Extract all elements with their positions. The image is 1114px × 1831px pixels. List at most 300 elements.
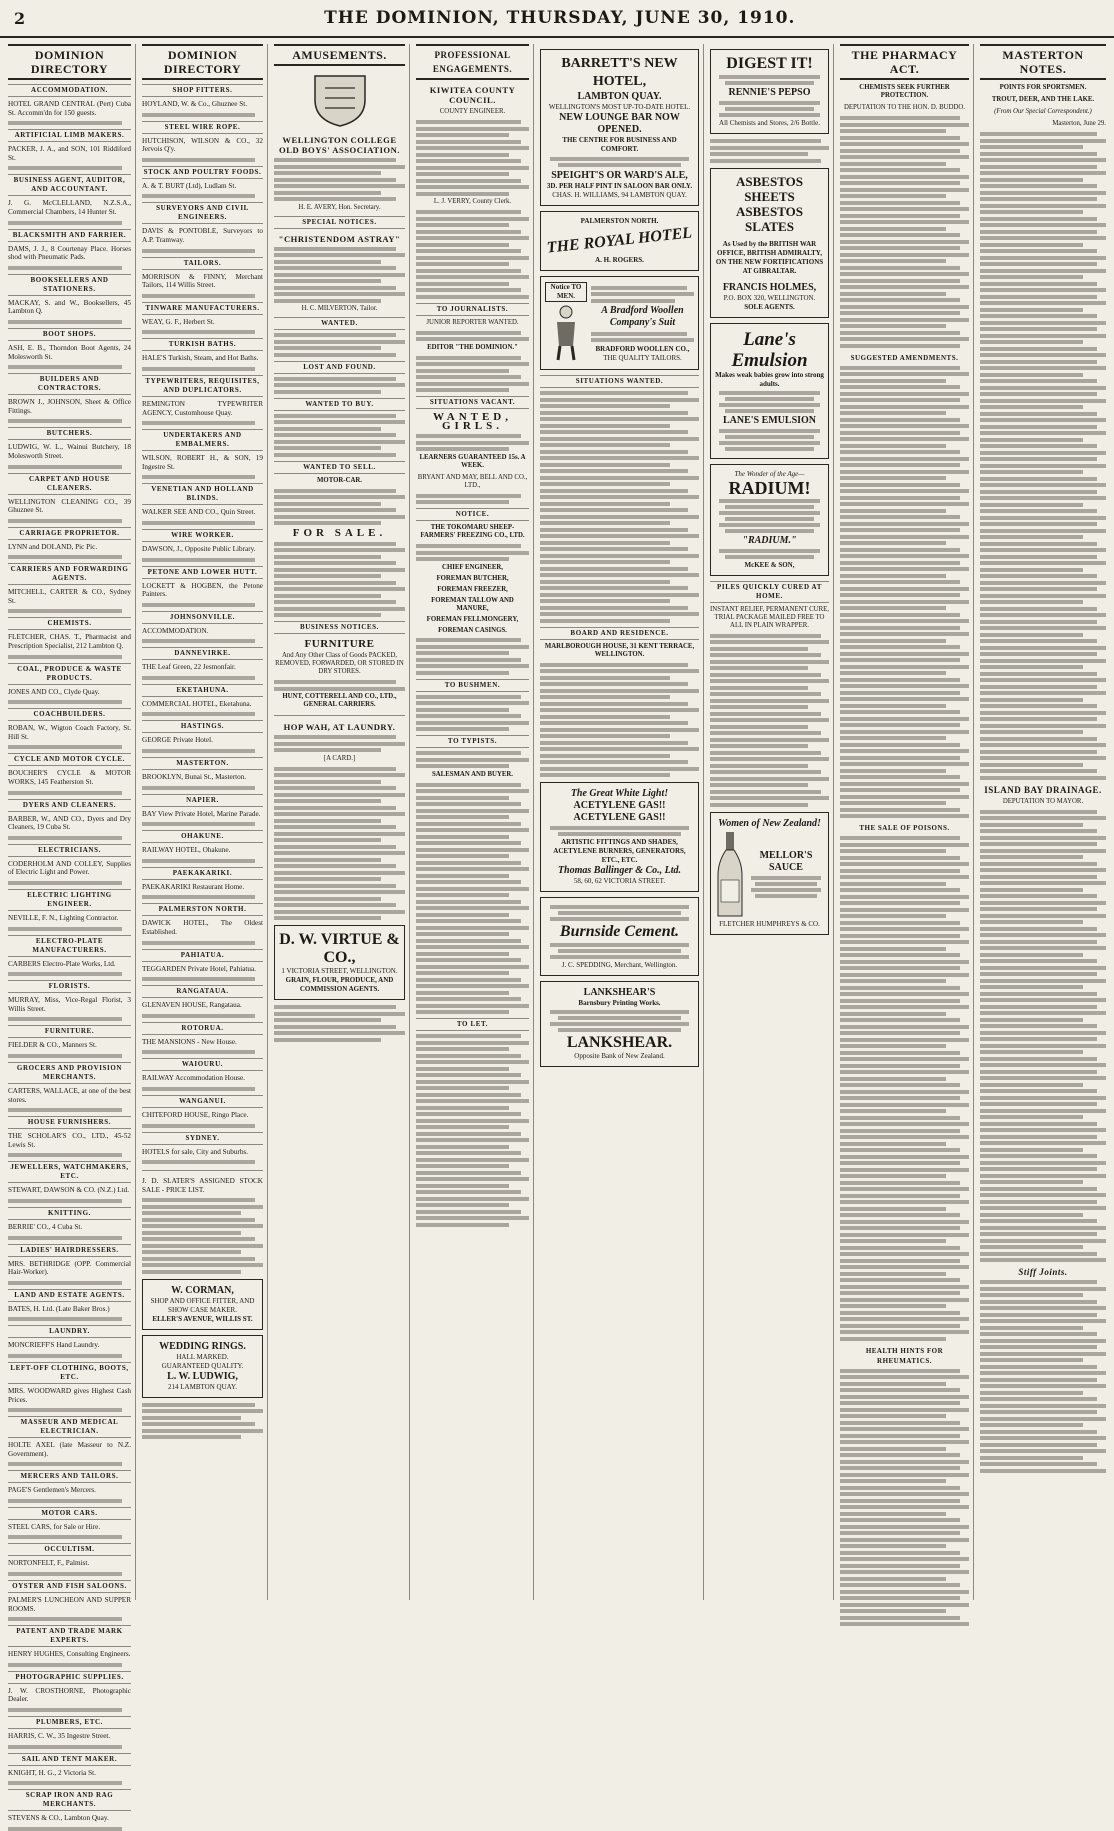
barretts-sign: CHAS. H. WILLIAMS, 94 LAMBTON QUAY. (552, 190, 687, 199)
text-line (840, 1388, 960, 1392)
directory-section-title: OYSTER AND FISH SALOONS. (8, 1580, 131, 1593)
text-line (142, 367, 255, 371)
masterton-dateline: Masterton, June 29. (1052, 120, 1106, 127)
directory-entry: MURRAY, Miss, Vice-Regal Florist, 3 Willis Street. (8, 996, 131, 1013)
text-line (840, 372, 969, 376)
text-line (980, 444, 1097, 448)
masthead (0, 0, 1114, 38)
text-line (980, 607, 1097, 611)
text-line (840, 1544, 946, 1548)
text-line (840, 600, 969, 604)
text-line (980, 555, 1097, 559)
text-line (980, 1365, 1097, 1369)
text-line (840, 658, 960, 662)
text-line (980, 1200, 1097, 1204)
text-line (840, 1213, 960, 1217)
text-line (980, 1050, 1083, 1054)
text-line (840, 901, 960, 905)
directory-entry: RAILWAY Accommodation House. (142, 1074, 245, 1083)
text-line (142, 977, 255, 981)
wanted-buy-heading: WANTED TO BUY. (274, 398, 405, 411)
text-line (840, 366, 960, 370)
text-line (8, 1745, 122, 1749)
text-line (980, 503, 1083, 507)
text-line (142, 421, 255, 425)
text-line (840, 1447, 946, 1451)
text-line (980, 998, 1106, 1002)
directory-entry: PAEKAKARIKI Restaurant Home. (142, 882, 245, 891)
column-directory-1 (4, 44, 136, 1823)
text-line (840, 1317, 969, 1321)
directory-heading: DOMINION DIRECTORY (8, 44, 131, 80)
text-line (840, 645, 960, 649)
text-line (8, 1617, 122, 1621)
text-line (980, 438, 1083, 442)
text-line (980, 979, 1106, 983)
text-line (980, 334, 1106, 338)
text-line (980, 223, 1106, 227)
text-line (980, 282, 1097, 286)
text-line (980, 894, 1097, 898)
text-line (840, 1252, 969, 1256)
text-line (980, 275, 1083, 279)
text-line (142, 786, 255, 790)
text-line (980, 1044, 1106, 1048)
amusements-heading: AMUSEMENTS. (274, 44, 405, 66)
text-line (840, 227, 946, 231)
text-line (8, 1236, 122, 1240)
text-line (980, 1076, 1106, 1080)
directory-entry: MITCHELL, CARTER & CO., Sydney St. (8, 588, 131, 605)
text-line (8, 221, 122, 225)
text-line (840, 201, 960, 205)
text-line (142, 941, 255, 945)
text-line (8, 1408, 122, 1412)
directory-entry: DAMS, J. J., 8 Courtenay Place. Horses shod with Pneumatic Pads. (8, 244, 131, 262)
wedding-rings-name: L. W. LUDWIG, (167, 1370, 238, 1382)
mellors-title: MELLOR'S SAUCE (759, 849, 813, 873)
text-line (980, 548, 1106, 552)
directory-entry: NORTONFELT, F., Palmist. (8, 1559, 90, 1568)
text-line (980, 652, 1097, 656)
position-item: FOREMAN CASINGS. (438, 627, 507, 635)
radium-sign: McKEE & SON, (744, 560, 795, 569)
text-line (980, 946, 1106, 950)
text-line (840, 1499, 960, 1503)
directory-section-title: PAEKAKARIKI. (142, 867, 263, 880)
directory-section-title: EKETAHUNA. (142, 684, 263, 697)
text-line (980, 724, 1106, 728)
royal-place: PALMERSTON NORTH. (580, 216, 659, 225)
directory-entry: STEEL CARS, for Sale or Hire. (8, 1522, 101, 1531)
text-line (980, 191, 1106, 195)
column-pharmacy-act (836, 44, 974, 1600)
text-line (840, 843, 969, 847)
directory-entry: ASH, E. B., Thorndon Boot Agents, 24 Molesworth St. (8, 343, 131, 361)
text-line (840, 1421, 960, 1425)
text-line (980, 659, 1106, 663)
text-line (840, 483, 960, 487)
directory-entry: CARBERS Electro-Plate Works, Ltd. (8, 959, 116, 968)
directory-entry: REMINGTON TYPEWRITER AGENCY, Customhouse Quay. (142, 399, 263, 417)
text-line (840, 379, 946, 383)
text-line (980, 613, 1106, 617)
text-line (840, 240, 969, 244)
text-line (840, 509, 946, 513)
radium-ad (710, 464, 829, 576)
text-line (980, 204, 1106, 208)
text-line (980, 1287, 1106, 1291)
royal-hotel-ad (540, 211, 699, 271)
text-line (840, 717, 969, 721)
special-notices-heading: SPECIAL NOTICES. (274, 216, 405, 229)
text-line (840, 762, 969, 766)
text-line (980, 750, 1097, 754)
woollen-ad (540, 276, 699, 371)
text-line (142, 822, 255, 826)
text-line (980, 165, 1097, 169)
text-line (840, 1401, 960, 1405)
island-bay-heading: ISLAND BAY DRAINAGE. (984, 784, 1102, 795)
directory-entry: WALKER SEE AND CO., Quin Street. (142, 508, 256, 517)
text-line (840, 298, 960, 302)
text-line (840, 869, 960, 873)
notice-sign: Notice TO MEN. (545, 282, 587, 302)
text-line (980, 691, 1106, 695)
text-line (840, 175, 969, 179)
text-line (142, 895, 255, 899)
directory-section-title: COAL, PRODUCE & WASTE PRODUCTS. (8, 663, 131, 685)
text-line (840, 1246, 960, 1250)
directory-entry: WELLINGTON CLEANING CO., 39 Ghuznee St. (8, 497, 131, 515)
directory-section-title: ACCOMMODATION. (8, 84, 131, 97)
acetylene-title: ACETYLENE GAS!! ACETYLENE GAS!! (573, 800, 666, 824)
text-line (980, 1456, 1083, 1460)
text-line (980, 1430, 1097, 1434)
furniture-sub: And Any Other Class of Goods PACKED, REMOVED, FORWARDED, OR STORED IN DRY STORES. (275, 652, 404, 676)
text-line (980, 1148, 1083, 1152)
text-line (840, 1609, 946, 1613)
tokomaru-title: THE TOKOMARU SHEEP-FARMERS' FREEZING CO., LTD. (420, 524, 525, 540)
crest-icon (305, 70, 375, 130)
barretts-sub: WELLINGTON'S MOST UP-TO-DATE HOTEL. (548, 103, 691, 111)
text-line (840, 808, 960, 812)
text-line (980, 1005, 1097, 1009)
text-line (980, 1219, 1097, 1223)
directory-section-title: OHAKUNE. (142, 830, 263, 843)
burnside-ad (540, 897, 699, 976)
text-line (840, 1453, 960, 1457)
text-line (840, 960, 969, 964)
text-line (8, 1535, 122, 1539)
directory-section-title: TURKISH BATHS. (142, 338, 263, 351)
wedding-rings-ad (142, 1335, 263, 1398)
directory-entry: TEGGARDEN Private Hotel, Pahiatua. (142, 964, 256, 973)
text-line (840, 1557, 969, 1561)
text-line (840, 418, 960, 422)
emulsion-name: LANE'S EMULSION (722, 414, 817, 426)
corman-address: ELLER'S AVENUE, WILLIS ST. (152, 1314, 253, 1323)
emulsion-sub: Makes weak babies grow into strong adults. (715, 370, 824, 388)
text-line (980, 737, 1097, 741)
directory-entry: BARBER, W., AND CO., Dyers and Dry Cleaners, 19 Cuba St. (8, 814, 131, 832)
text-line (142, 158, 255, 162)
text-line (980, 966, 1106, 970)
text-line (840, 1531, 960, 1535)
text-line (840, 1018, 960, 1022)
text-line (142, 294, 255, 298)
to-let-heading: TO LET. (416, 1018, 529, 1031)
text-line (980, 373, 1083, 377)
text-line (840, 1077, 946, 1081)
text-line (980, 1193, 1106, 1197)
text-line (8, 972, 122, 976)
asbestos-sign: FRANCIS HOLMES, (722, 281, 817, 293)
text-line (840, 953, 960, 957)
directory-section-title: PLUMBERS, ETC. (8, 1716, 131, 1729)
text-line (8, 791, 122, 795)
directory-entry: BAY View Private Hotel, Marine Parade. (142, 809, 261, 818)
directory-entry: WILSON, ROBERT H., & SON, 19 Ingestre St. (142, 454, 263, 471)
text-line (142, 330, 255, 334)
text-line (980, 823, 1083, 827)
text-line (980, 301, 1106, 305)
text-line (980, 927, 1097, 931)
text-line (980, 295, 1097, 299)
divider (142, 1170, 263, 1171)
text-line (980, 243, 1083, 247)
text-line (840, 1590, 969, 1594)
motor-car-heading: MOTOR-CAR. (317, 476, 362, 484)
text-line (840, 1200, 969, 1204)
column-amusements (270, 44, 410, 1600)
text-line (980, 262, 1097, 266)
pharmacy-body-2 (840, 366, 969, 819)
text-line (840, 457, 969, 461)
health-hints-heading: HEALTH HINTS FOR RHEUMATICS. (865, 1346, 944, 1365)
directory-section-title: PALMERSTON NORTH. (142, 903, 263, 916)
text-line (840, 1226, 960, 1230)
text-line (980, 972, 1097, 976)
text-line (8, 836, 122, 840)
text-line (840, 856, 960, 860)
text-line (980, 875, 1097, 879)
bushmen-heading: TO BUSHMEN. (416, 679, 529, 692)
directory-section-title: COACHBUILDERS. (8, 708, 131, 721)
text-line (840, 1220, 969, 1224)
text-line (840, 587, 969, 591)
text-line (840, 1570, 969, 1574)
directory-entry: FIELDER & CO., Manners St. (8, 1041, 97, 1050)
card-heading: [A CARD.] (323, 754, 356, 762)
christendom-sign: H. C. MILVERTON, Tailor. (301, 305, 378, 312)
text-line (840, 554, 969, 558)
text-line (840, 1135, 969, 1139)
piles-sub: INSTANT RELIEF, PERMANENT CURE, TRIAL PACKAGE MAILED FREE TO ALL IN PLAIN WRAPPER. (710, 605, 829, 629)
directory-entry: BOUCHER'S CYCLE & MOTOR WORKS, 145 Featherston St. (8, 769, 131, 787)
text-line (980, 646, 1106, 650)
text-line (8, 1663, 122, 1667)
virtue-line: GRAIN, FLOUR, PRODUCE, AND COMMISSION AGENTS. (285, 976, 394, 994)
corman-name: W. CORMAN, (171, 1284, 234, 1296)
directory-entry: MORRISON & FINNY, Merchant Tailors, 114 Willis Street. (142, 272, 263, 290)
text-line (980, 1306, 1106, 1310)
text-line (840, 129, 946, 133)
text-line (8, 320, 122, 324)
text-line (840, 149, 960, 153)
corman-ad (142, 1279, 263, 1330)
island-bay-sub: DEPUTATION TO MAYOR. (1002, 797, 1084, 805)
text-line (980, 920, 1083, 924)
text-line (840, 194, 946, 198)
text-line (840, 470, 969, 474)
text-line (840, 1473, 969, 1477)
directory-entry: RAILWAY HOTEL, Ohakune. (142, 846, 231, 855)
text-line (142, 1087, 255, 1091)
text-line (840, 489, 969, 493)
text-line (8, 419, 122, 423)
text-line (980, 197, 1097, 201)
lankshear-sign: LANKSHEAR. (566, 1034, 673, 1052)
text-line (142, 676, 255, 680)
directory-entry: MACKAY, S. and W., Booksellers, 45 Lambton Q. (8, 298, 131, 316)
directory-heading-2: DOMINION DIRECTORY (142, 44, 263, 80)
directory-entry: BROOKLYN, Bunai St., Masterton. (142, 773, 247, 782)
directory-entry: LUDWIG, W. L., Wainui Butchery, 18 Molesworth Street. (8, 443, 131, 460)
directory-section-list (8, 84, 131, 1831)
text-line (980, 1089, 1097, 1093)
text-line (8, 881, 122, 885)
text-line (840, 940, 969, 944)
text-line (142, 712, 255, 716)
thomas-title: Thomas Ballinger & Co., Ltd. (557, 865, 682, 877)
text-line (980, 985, 1083, 989)
board-entry: MARLBOROUGH HOUSE, 31 KENT TERRACE, WELLINGTON. (544, 642, 695, 658)
text-line (980, 620, 1097, 624)
text-line (840, 1272, 946, 1276)
text-line (840, 1512, 946, 1516)
text-line (840, 1603, 969, 1607)
text-line (840, 431, 960, 435)
text-line (142, 1124, 255, 1128)
text-line (840, 405, 969, 409)
text-line (840, 450, 960, 454)
text-line (840, 1096, 960, 1100)
directory-section-title: BLACKSMITH AND FARRIER. (8, 229, 131, 242)
text-line (980, 314, 1097, 318)
text-line (840, 921, 960, 925)
text-line (840, 444, 946, 448)
lankshear-ad (540, 981, 699, 1067)
text-line (840, 1304, 946, 1308)
royal-sign: A. H. ROGERS. (595, 255, 644, 264)
text-line (8, 1781, 122, 1785)
lankshear-title: LANKSHEAR'S (583, 987, 656, 999)
text-line (980, 1358, 1083, 1362)
wedding-rings-sub: HALL MARKED. (176, 1352, 229, 1361)
text-line (980, 1469, 1106, 1473)
text-line (980, 581, 1106, 585)
text-line (980, 914, 1106, 918)
text-line (980, 907, 1097, 911)
directory-section-title: SCRAP IRON AND RAG MERCHANTS. (8, 1789, 131, 1811)
radium-title: RADIUM! (728, 477, 811, 498)
text-line (980, 561, 1106, 565)
text-line (8, 1708, 122, 1712)
text-line (840, 1083, 960, 1087)
text-line (840, 606, 946, 610)
text-line (980, 1102, 1097, 1106)
text-line (840, 1057, 969, 1061)
text-line (142, 639, 255, 643)
light-title: The Great White Light! (570, 788, 669, 800)
text-line (840, 736, 946, 740)
text-line (840, 1142, 946, 1146)
text-line (980, 529, 1106, 533)
text-line (840, 1525, 969, 1529)
text-line (980, 1135, 1097, 1139)
text-line (980, 509, 1097, 513)
text-line (840, 567, 969, 571)
directory-entry: HOLTE AXEL (late Masseur to N.Z. Government). (8, 1441, 131, 1458)
text-line (840, 1051, 960, 1055)
directory-entry: JONES AND CO., Clyde Quay. (8, 687, 100, 696)
text-line (840, 979, 946, 983)
text-line (840, 756, 960, 760)
text-line (980, 1371, 1106, 1375)
woollen-tail: THE QUALITY TAILORS. (603, 353, 682, 362)
text-line (8, 1354, 122, 1358)
text-line (980, 959, 1097, 963)
directory-section-title: OCCULTISM. (8, 1543, 131, 1556)
text-line (980, 178, 1083, 182)
suggested-heading: SUGGESTED AMENDMENTS. (850, 353, 959, 362)
text-line (980, 1232, 1097, 1236)
text-line (840, 1155, 969, 1159)
directory-section-title: CHEMISTS. (8, 617, 131, 630)
asbestos-text: As Used by the BRITISH WAR OFFICE, BRITISH ADMIRALTY, ON THE NEW FORTIFICATIONS AT GIBRALTAR. (715, 239, 824, 275)
text-line (840, 934, 960, 938)
text-line (980, 1031, 1106, 1035)
position-item: FOREMAN TALLOW AND MANURE, (431, 597, 514, 613)
text-line (8, 1317, 122, 1321)
directory-entry: THE SCHOLAR'S CO., LTD., 45-52 Lewis St. (8, 1132, 131, 1149)
directory-section-title: PHOTOGRAPHIC SUPPLIES. (8, 1671, 131, 1684)
text-line (980, 418, 1106, 422)
directory-entry: STEWART, DAWSON & CO. (N.Z.) Ltd. (8, 1186, 130, 1195)
text-line (840, 411, 946, 415)
directory-entry: NEVILLE, F. N., Lighting Contractor. (8, 914, 119, 922)
directory-entry: CARTERS, WALLACE, at one of the best stores. (8, 1086, 131, 1104)
text-line (980, 1070, 1097, 1074)
directory-entry: CHITEFORD HOUSE, Ringo Place. (142, 1111, 249, 1119)
text-line (980, 665, 1083, 669)
text-line (840, 782, 969, 786)
directory-section-title: BOOKSELLERS AND STATIONERS. (8, 274, 131, 296)
text-line (980, 321, 1106, 325)
directory-section-title: STOCK AND POULTRY FOODS. (142, 166, 263, 179)
piles-heading: PILES QUICKLY CURED AT HOME. (710, 581, 829, 603)
text-line (840, 1012, 946, 1016)
text-line (840, 1434, 960, 1438)
directory-entry: ACCOMMODATION. (142, 626, 209, 635)
text-line (980, 1174, 1106, 1178)
text-line (840, 769, 946, 773)
text-line (980, 626, 1106, 630)
text-line (980, 457, 1097, 461)
text-line (840, 337, 969, 341)
text-line (980, 347, 1097, 351)
